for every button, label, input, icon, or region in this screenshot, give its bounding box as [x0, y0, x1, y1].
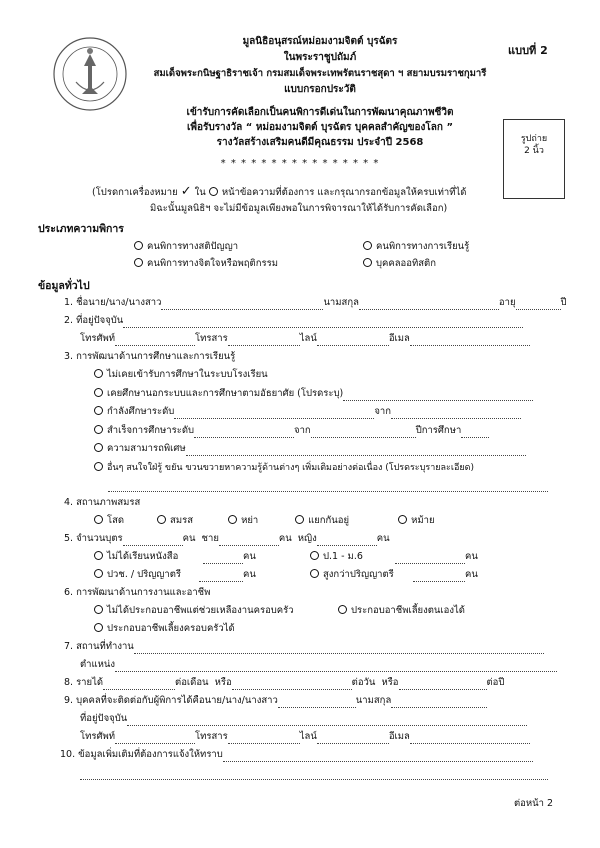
- studying-level-field[interactable]: [174, 408, 374, 419]
- radio-circle-icon[interactable]: [338, 605, 347, 614]
- radio-circle-icon[interactable]: [94, 425, 103, 434]
- award-purpose: เข้ารับการคัดเลือกเป็นคนพิการดีเด่นในการพัฒนาคุณภาพชีวิต: [186, 107, 454, 118]
- graduated-level-field[interactable]: [194, 427, 294, 438]
- q3-option-special-ability[interactable]: ความสามารถพิเศษ: [94, 442, 526, 456]
- contact-name-field[interactable]: [278, 697, 356, 708]
- disability-option-mental[interactable]: คนพิการทางจิตใจหรือพฤติกรรม: [134, 257, 278, 271]
- marital-divorced[interactable]: หย่า: [228, 514, 292, 528]
- q3-option-non-formal[interactable]: เคยศึกษานอกระบบและการศึกษาตามอัธยาศัย (โปรดระบุ): [94, 387, 533, 401]
- award-year: รางวัลสร้างเสริมคนดีมีคุณธรรม ประจำปี 2568: [216, 137, 424, 148]
- radio-circle-icon[interactable]: [94, 551, 103, 560]
- q9-address-row: ที่อยู่ปัจจุบัน: [80, 712, 527, 726]
- radio-circle-icon[interactable]: [134, 258, 143, 267]
- position-field[interactable]: [115, 661, 557, 672]
- photo-label: รูปถ่าย: [520, 134, 548, 144]
- age-field[interactable]: [516, 299, 561, 310]
- patron-princess: สมเด็จพระกนิษฐาธิราชเจ้า กรมสมเด็จพระเทพรัตนราชสุดา ฯ สยามบรมราชกุมารี: [153, 68, 487, 79]
- check-icon: ✓: [180, 184, 192, 199]
- continue-next-page: ต่อหน้า 2: [514, 798, 554, 809]
- q3-other-detail-line[interactable]: [108, 478, 548, 492]
- radio-circle-icon[interactable]: [363, 258, 372, 267]
- q3-option-never-schooled[interactable]: ไม่เคยเข้ารับการศึกษาในระบบโรงเรียน: [94, 368, 268, 382]
- divider-stars: * * * * * * * * * * * * * * * *: [220, 158, 380, 169]
- q5-option-unschooled[interactable]: ไม่ได้เรียนหนังสือ คน: [94, 550, 256, 564]
- radio-circle-icon[interactable]: [94, 569, 103, 578]
- q9-contact-row: โทรศัพท์ โทรสาร ไลน์ อีเมล: [80, 730, 530, 744]
- radio-circle-icon[interactable]: [94, 515, 103, 524]
- radio-circle-icon[interactable]: [398, 515, 407, 524]
- q7-workplace-row: 7. สถานที่ทำงาน: [64, 640, 544, 654]
- income-year-field[interactable]: [399, 679, 487, 690]
- fax-field[interactable]: [228, 335, 300, 346]
- q5-option-primary-secondary[interactable]: ป.1 - ม.6 คน: [310, 550, 478, 564]
- other-detail-field[interactable]: [108, 481, 548, 492]
- disability-option-autistic[interactable]: บุคคลออทิสติก: [363, 257, 436, 271]
- radio-circle-icon[interactable]: [310, 569, 319, 578]
- contact-fax-field[interactable]: [228, 733, 300, 744]
- q5-children-row: 5. จำนวนบุตร คน ชาย คน หญิง คน: [64, 533, 390, 544]
- q7-position-row: ตำแหน่ง: [80, 658, 557, 672]
- q6-label: 6. การพัฒนาด้านการงานและอาชีพ: [64, 587, 211, 598]
- studying-at-field[interactable]: [391, 408, 521, 419]
- radio-circle-icon[interactable]: [295, 515, 304, 524]
- contact-phone-field[interactable]: [115, 733, 195, 744]
- marital-single[interactable]: โสด: [94, 514, 154, 528]
- contact-address-field[interactable]: [127, 715, 527, 726]
- phone-field[interactable]: [115, 335, 195, 346]
- radio-circle-icon[interactable]: [228, 515, 237, 524]
- q3-label: 3. การพัฒนาด้านการศึกษาและการเรียนรู้: [64, 351, 236, 362]
- q3-option-other[interactable]: อื่นๆ สนใจใฝ่รู้ ขยัน ขวนขวายหาความรู้ด้านต่างๆ เพิ่มเติมอย่างต่อเนื่อง (โปรดระบุรายละเอียด): [94, 461, 474, 475]
- marital-separated[interactable]: แยกกันอยู่: [295, 514, 395, 528]
- children-total-field[interactable]: [123, 535, 183, 546]
- special-ability-field[interactable]: [186, 445, 526, 456]
- q10-additional-row: 10. ข้อมูลเพิ่มเติมที่ต้องการแจ้งให้ทราบ: [60, 748, 533, 762]
- award-name: เพื่อรับรางวัล “ หม่อมงามจิตต์ บุรฉัตร บุคคลสำคัญของโลก ”: [186, 122, 454, 133]
- q4-status-options: [94, 514, 435, 528]
- q9-contact-person-row: 9. บุคคลที่จะติดต่อกับผู้พิการได้คือนาย/นาง/นางสาว นามสกุล: [64, 694, 487, 708]
- children-male-field[interactable]: [219, 535, 279, 546]
- income-day-field[interactable]: [232, 679, 352, 690]
- photo-size: 2 นิ้ว: [524, 146, 544, 156]
- form-type: แบบกรอกประวัติ: [284, 84, 356, 95]
- marital-married[interactable]: สมรส: [157, 514, 225, 528]
- foundation-seal-logo: [52, 36, 128, 112]
- additional-info-field[interactable]: [223, 751, 533, 762]
- disability-section-title: ประเภทความพิการ: [38, 223, 124, 235]
- foundation-name: มูลนิธิอนุสรณ์หม่อมงามจิตต์ บุรฉัตร: [242, 36, 398, 47]
- disability-option-learning[interactable]: คนพิการทางการเรียนรู้: [363, 240, 469, 254]
- line-field[interactable]: [317, 335, 389, 346]
- photo-box: [503, 119, 565, 199]
- surname-field[interactable]: [359, 299, 499, 310]
- contact-surname-field[interactable]: [391, 697, 487, 708]
- royal-patronage: ในพระราชูปถัมภ์: [283, 52, 357, 63]
- children-female-field[interactable]: [317, 535, 377, 546]
- radio-circle-icon[interactable]: [94, 605, 103, 614]
- radio-circle-icon[interactable]: [94, 388, 103, 397]
- unschooled-count-field[interactable]: [203, 553, 243, 564]
- primary-count-field[interactable]: [395, 553, 465, 564]
- q10-additional-line2[interactable]: [80, 766, 548, 780]
- radio-circle-icon[interactable]: [94, 462, 103, 471]
- contact-line-field[interactable]: [317, 733, 389, 744]
- radio-circle-icon[interactable]: [94, 369, 103, 378]
- q5-option-vocational-bachelor[interactable]: ปวช. / ปริญญาตรี คน: [94, 568, 256, 582]
- radio-circle-icon[interactable]: [94, 623, 103, 632]
- q3-option-studying[interactable]: กำลังศึกษาระดับ จาก: [94, 405, 521, 419]
- q2-contact-row: โทรศัพท์ โทรสาร ไลน์ อีเมล: [80, 332, 530, 346]
- q6-option-family-help[interactable]: ไม่ได้ประกอบอาชีพแต่ช่วยเหลืองานครอบครัว: [94, 604, 294, 618]
- q6-option-family-support[interactable]: ประกอบอาชีพเลี้ยงครอบครัวได้: [94, 622, 235, 636]
- circle-icon: [209, 187, 218, 196]
- radio-circle-icon[interactable]: [134, 241, 143, 250]
- additional-info-field-2[interactable]: [80, 769, 548, 780]
- email-field[interactable]: [410, 335, 530, 346]
- vocational-count-field[interactable]: [199, 571, 243, 582]
- radio-circle-icon[interactable]: [94, 406, 103, 415]
- q8-income-row: 8. รายได้ ต่อเดือน หรือ ต่อวัน หรือ ต่อปี: [64, 677, 505, 688]
- address-field[interactable]: [123, 317, 523, 328]
- name-field[interactable]: [161, 299, 323, 310]
- radio-circle-icon[interactable]: [94, 443, 103, 452]
- graduated-at-field[interactable]: [311, 427, 416, 438]
- form-number: แบบที่ 2: [508, 44, 548, 57]
- non-formal-field[interactable]: [343, 390, 533, 401]
- contact-email-field[interactable]: [410, 733, 530, 744]
- graduated-year-field[interactable]: [461, 427, 489, 438]
- q6-option-self-support[interactable]: ประกอบอาชีพเลี้ยงตนเองได้: [338, 604, 465, 618]
- instructions-line2: มิฉะนั้นมูลนิธิฯ จะไม่มีข้อมูลเพียงพอในการพิจารณาให้ได้รับการคัดเลือก): [150, 203, 448, 214]
- q4-label: 4. สถานภาพสมรส: [64, 497, 141, 508]
- radio-circle-icon[interactable]: [157, 515, 166, 524]
- q3-option-graduated[interactable]: สำเร็จการศึกษาระดับ จาก ปีการศึกษา: [94, 424, 489, 438]
- marital-widowed[interactable]: หม้าย: [398, 515, 434, 526]
- radio-circle-icon[interactable]: [363, 241, 372, 250]
- disability-option-intellectual[interactable]: คนพิการทางสติปัญญา: [134, 240, 238, 254]
- instructions-line1: (โปรดกาเครื่องหมาย ✓ ใน หน้าข้อความที่ต้องการ และกรุณากรอกข้อมูลให้ครบเท่าที่ได้: [92, 184, 467, 199]
- workplace-field[interactable]: [134, 643, 544, 654]
- general-section-title: ข้อมูลทั่วไป: [38, 280, 90, 292]
- income-month-field[interactable]: [103, 679, 175, 690]
- radio-circle-icon[interactable]: [310, 551, 319, 560]
- q1-name-row: 1. ชื่อนาย/นาง/นางสาว นามสกุล อายุ ปี: [64, 297, 567, 308]
- q5-option-above-bachelor[interactable]: สูงกว่าปริญญาตรี คน: [310, 568, 478, 582]
- q2-address-row: 2. ที่อยู่ปัจจุบัน: [64, 314, 523, 328]
- above-bachelor-count-field[interactable]: [413, 571, 465, 582]
